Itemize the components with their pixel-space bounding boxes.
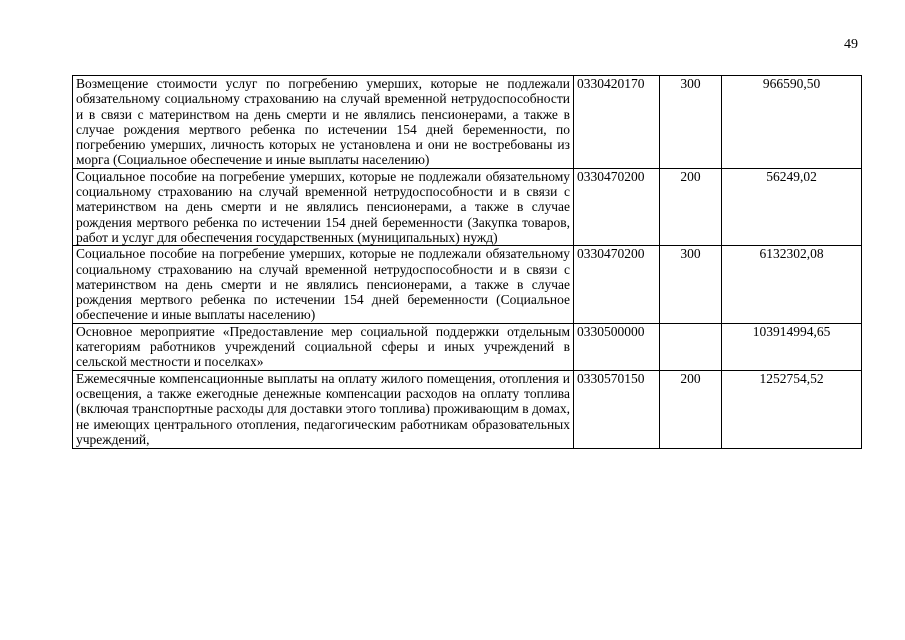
row-description: Возмещение стоимости услуг по погребению умерших, которые не подлежали обязательному социальному страхованию на случай временной нетрудоспособности и в связи с материнством на день смерти и не являлись пенсионерами, а также в случае рождения мертвого ребенка по истечении 154 дней беременности, по погребению умерших, личность которых не установлена и они не востребованы из морга (Социальное обеспечение и иные выплаты населению) [73,76,574,169]
row-expense-type: 300 [660,246,722,323]
row-amount: 1252754,52 [722,370,862,448]
row-target-code: 0330570150 [574,370,660,448]
table-row [73,76,862,169]
table-row [73,168,862,245]
row-amount: 56249,02 [722,168,862,245]
row-description: Основное мероприятие «Предоставление мер социальной поддержки отдельным категориям работников учреждений социальной сферы и иных учреждений в сельской местности и поселках» [73,323,574,370]
budget-table [72,75,862,449]
row-description: Социальное пособие на погребение умерших, которые не подлежали обязательному социальному страхованию на случай временной нетрудоспособности и в связи с материнством на день смерти и не являлись пенсионерами, а также в случае рождения мертвого ребенка по истечении 154 дней беременности (Закупка товаров, работ и услуг для обеспечения государственных (муниципальных) нужд) [73,168,574,245]
row-description: Социальное пособие на погребение умерших, которые не подлежали обязательному социальному страхованию на случай временной нетрудоспособности и в связи с материнством на день смерти и не являлись пенсионерами, а также в случае рождения мертвого ребенка по истечении 154 дней беременности (Социальное обеспечение и иные выплаты населению) [73,246,574,323]
table-row [73,246,862,323]
row-target-code: 0330470200 [574,168,660,245]
row-target-code: 0330420170 [574,76,660,169]
page-number: 49 [844,37,858,52]
table-row [73,323,862,370]
row-description: Ежемесячные компенсационные выплаты на оплату жилого помещения, отопления и освещения, а также ежегодные денежные компенсации расходов на оплату топлива (включая транспортные расходы для доставки этого топлива) проживающим в домах, не имеющих центрального отопления, педагогическим работникам образовательных учреждений, [73,370,574,448]
row-expense-type [660,323,722,370]
row-amount: 6132302,08 [722,246,862,323]
table-row [73,370,862,448]
row-expense-type: 300 [660,76,722,169]
row-amount: 966590,50 [722,76,862,169]
row-target-code: 0330470200 [574,246,660,323]
row-expense-type: 200 [660,370,722,448]
row-target-code: 0330500000 [574,323,660,370]
row-amount: 103914994,65 [722,323,862,370]
row-expense-type: 200 [660,168,722,245]
